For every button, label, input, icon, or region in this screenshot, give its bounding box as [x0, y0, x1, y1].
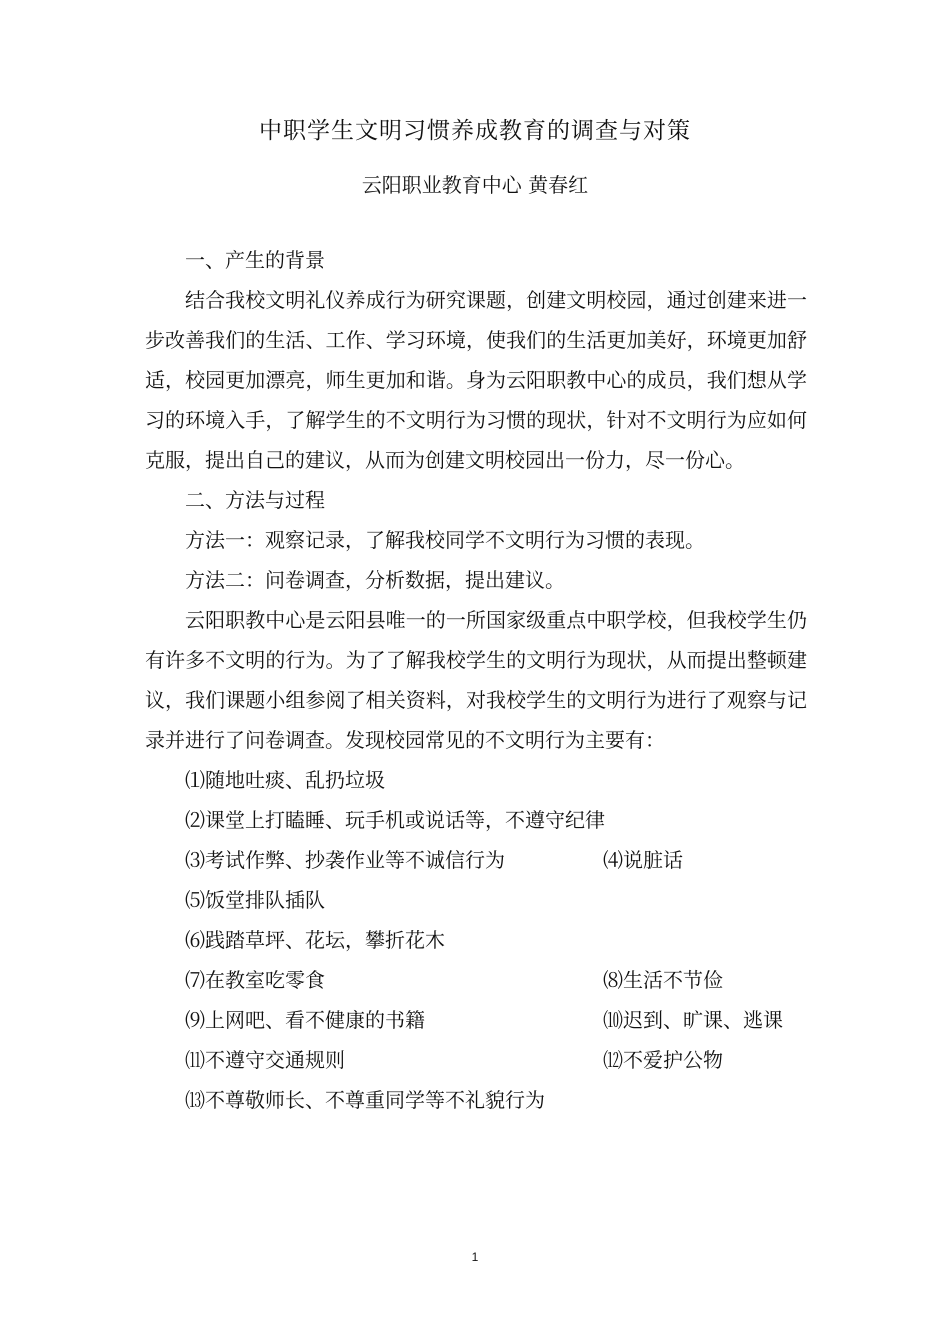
document-body — [145, 240, 807, 1120]
behavior-item-text: ⑸饭堂排队插队 — [185, 888, 325, 912]
list-item — [145, 840, 807, 880]
behavior-item-text-secondary: ⑿不爱护公物 — [603, 1048, 723, 1072]
document-author: 云阳职业教育中心 黄春红 — [361, 173, 589, 197]
list-item — [145, 960, 807, 1000]
method-one: 方法一：观察记录，了解我校同学不文明行为习惯的表现。 — [185, 528, 705, 552]
section-heading-methods: 二、方法与过程 — [185, 488, 325, 512]
method-two: 方法二：问卷调查，分析数据，提出建议。 — [185, 568, 565, 592]
behavior-item-text: ⑼上网吧、看不健康的书籍 — [185, 1008, 425, 1032]
behavior-item-text: ⑹践踏草坪、花坛，攀折花木 — [185, 928, 445, 952]
list-item — [145, 880, 807, 920]
behavior-item-text: ⑾不遵守交通规则 — [185, 1048, 345, 1072]
list-item — [145, 1040, 807, 1080]
methods-paragraph: 云阳职教中心是云阳县唯一的一所国家级重点中职学校，但我校学生仍有许多不文明的行为。为了了解我校学生的文明行为现状，从而提出整顿建议，我们课题小组参阅了相关资料，对我校学生的文明行为进行了观察与记录并进行了问卷调查。发现校园常见的不文明行为主要有： — [145, 608, 807, 752]
background-paragraph: 结合我校文明礼仪养成行为研究课题，创建文明校园，通过创建来进一步改善我们的生活、工作、学习环境，使我们的生活更加美好，环境更加舒适，校园更加漂亮，师生更加和谐。身为云阳职教中心的成员，我们想从学习的环境入手，了解学生的不文明行为习惯的现状，针对不文明行为应如何克服，提出自己的建议，从而为创建文明校园出一份力，尽一份心。 — [145, 288, 807, 472]
behavior-item-text: ⑶考试作弊、抄袭作业等不诚信行为 — [185, 848, 505, 872]
list-item — [145, 1000, 807, 1040]
behavior-item-text: ⑵课堂上打瞌睡、玩手机或说话等，不遵守纪律 — [185, 808, 605, 832]
behavior-item-text-secondary: ⑽迟到、旷课、逃课 — [603, 1008, 783, 1032]
list-item — [145, 1080, 807, 1120]
list-item — [145, 920, 807, 960]
behavior-item-text-secondary: ⑷说脏话 — [603, 848, 683, 872]
behavior-list — [145, 760, 807, 1120]
behavior-item-text-secondary: ⑻生活不节俭 — [603, 968, 723, 992]
behavior-item-text: ⑴随地吐痰、乱扔垃圾 — [185, 768, 385, 792]
list-item — [145, 760, 807, 800]
document-title: 中职学生文明习惯养成教育的调查与对策 — [259, 118, 691, 144]
list-item — [145, 800, 807, 840]
page-number: 1 — [471, 1250, 479, 1264]
behavior-item-text: ⑺在教室吃零食 — [185, 968, 325, 992]
section-heading-background: 一、产生的背景 — [185, 248, 325, 272]
behavior-item-text: ⒀不尊敬师长、不尊重同学等不礼貌行为 — [185, 1088, 545, 1112]
